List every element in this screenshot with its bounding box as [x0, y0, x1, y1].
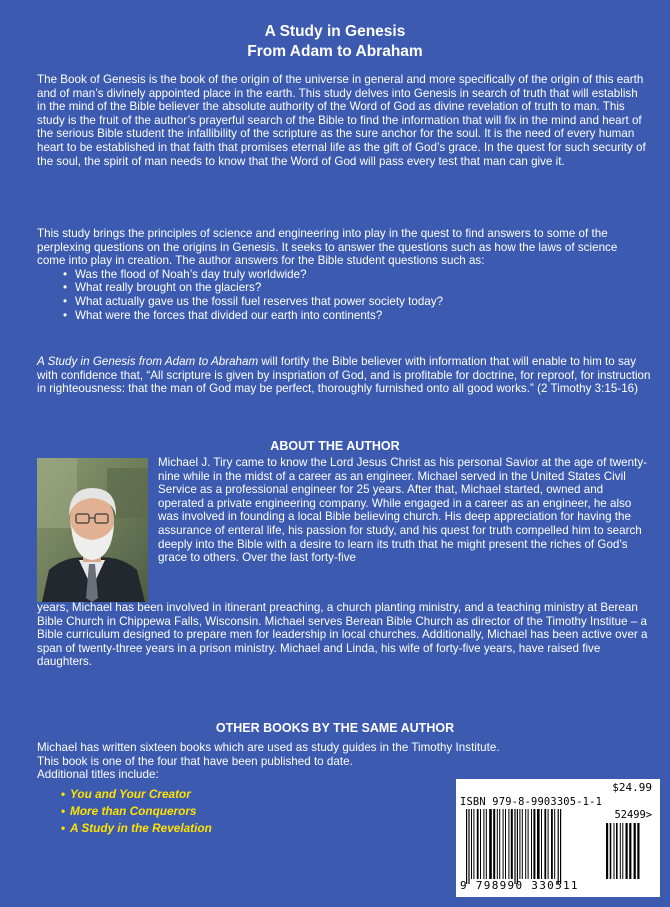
barcode-bar	[541, 809, 542, 879]
list-item: • What were the forces that divided our earth into continents?	[37, 309, 647, 323]
other-books-line-1: Michael has written sixteen books which are used as study guides in the Timothy Institute.	[37, 741, 500, 754]
other-books-line-3: Additional titles include:	[37, 768, 159, 782]
price-addon-code: 52499>	[614, 809, 652, 821]
barcode-bar	[622, 823, 623, 879]
book-title-line1: A Study in Genesis	[264, 23, 406, 40]
barcode-bar	[548, 809, 549, 879]
author-bio-part-1: Michael J. Tiry came to know the Lord Jesus Christ as his personal Savior at the age of twenty-nine while in the midst of a career as an engineer. Michael served in the United States Civil Service as a professional engineer for 25 years. After that, Michael started, owned and operated a private engineering company. While engaged in a career as an engineer, he also was involved in founding a local Bible believing church. His deep appreciation for having the assurance of enteral life, his passion for study, and his quest for truth compelled him to search deeply into the Bible with a desire to learn its truth that he might present the riches of God’s grace to others. Over the last forty-five	[158, 456, 648, 565]
barcode-bar	[466, 809, 467, 884]
author-bio-part-2: years, Michael has been involved in itinerant preaching, a church planting ministry, and a teaching ministry at Berean Bible Church in Chippewa Falls, Wisconsin. Michael serves Berean Bible Church as director of the Timothy Institue – a Bible curriculum designed to prepare men for leadership in local churches. Additionally, Michael has been active over a span of twenty-three years in a prison ministry. Michael and Linda, his wife of forty-five years, have raised five daughters.	[37, 601, 648, 669]
questions-list	[37, 268, 647, 322]
barcode-bar	[544, 809, 546, 879]
barcode-bar	[493, 809, 495, 879]
author-photo	[37, 458, 148, 602]
barcode-bar	[477, 809, 479, 879]
barcode-bar	[560, 809, 561, 884]
barcode-bar	[503, 809, 504, 879]
barcode-bar	[486, 809, 487, 879]
intro-paragraph-3	[37, 355, 651, 396]
barcode-bar	[531, 809, 532, 879]
barcode-bar	[528, 809, 529, 879]
price-label: $24.99	[612, 781, 652, 794]
barcode-bar	[508, 809, 509, 879]
barcode-bar	[499, 809, 500, 879]
intro-paragraph-2-text: This study brings the principles of science and engineering into play in the quest to find answers to some of the perplexing questions on the origins in Genesis. It seeks to answer the questions such as how the laws of science come into play in creation. The author answers for the Bible student questions such as:	[37, 227, 618, 268]
author-photo-illustration	[37, 458, 148, 602]
barcode-bar	[606, 823, 608, 879]
barcode-digits: 9 798990 330511	[460, 879, 579, 892]
barcode-bar	[525, 809, 526, 879]
isbn-barcode	[456, 779, 660, 897]
barcode-bar	[616, 823, 618, 879]
closing-book-title: A Study in Genesis from Adam to Abraham	[37, 355, 259, 368]
other-books-line-2: This book is one of the four that have been published to date.	[37, 754, 353, 768]
barcode-bar	[511, 809, 513, 879]
other-books-heading: OTHER BOOKS BY THE SAME AUTHOR	[215, 721, 455, 735]
barcode-bar	[483, 809, 484, 879]
list-item: • What actually gave us the fossil fuel reserves that power society today?	[37, 295, 647, 309]
barcode-bar	[514, 809, 515, 884]
barcode-bar	[626, 823, 628, 879]
barcode-bar	[614, 823, 615, 879]
barcode-bar	[629, 823, 631, 879]
list-item: • A Study in the Revelation	[37, 821, 212, 835]
barcode-bar	[637, 823, 639, 879]
barcode-bar	[489, 809, 492, 879]
list-item: • You and Your Creator	[37, 787, 191, 801]
barcode-bar	[497, 809, 498, 879]
intro-paragraph-2	[37, 227, 647, 322]
list-item: • More than Conquerors	[37, 804, 197, 818]
barcode-bar	[468, 809, 469, 884]
list-item: • What really brought on the glaciers?	[37, 281, 647, 295]
other-books-text	[37, 741, 649, 782]
book-title-line2: From Adam to Abraham	[247, 43, 423, 60]
barcode-bar	[517, 809, 518, 884]
intro-paragraph-1: The Book of Genesis is the book of the origin of the universe in general and more specifically of the origin of this earth and of man’s divinely appointed place in the earth. This study delves into Genesis in search of truth that will establish in the mind of the Bible believer the absolute authority of the Word of God as divine revelation of truth to man. This study is the fruit of the author’s prayerful search of the Bible to find the information that will fix in the mind and heart of the serious Bible student the infallibility of the scripture as the sure anchor for the soul. It is the need of every human heart to be established in that faith that promises eternal life as the gift of God’s grace. In the quest for such security of the soul, the spirit of man needs to know that the Word of God will pass every test that man can give it.	[37, 73, 646, 168]
closing-text: will fortify the Bible believer with information that will enable to him to say with confidence that, “All scripture is given by inspriation of God, and is profitable for doctrine, for reproof, for instruction in righteousness: that the man of God may be perfect, thoroughly furnished onto all good works.” (2 Timothy 3:15-16)	[37, 355, 651, 396]
barcode-bar	[533, 809, 535, 879]
barcode-bar	[554, 809, 555, 879]
barcode-bar	[537, 809, 540, 879]
barcode-bar	[634, 823, 636, 879]
barcode-bar	[551, 809, 553, 879]
barcode-bar	[471, 809, 472, 879]
barcode-bar	[519, 809, 520, 879]
barcode-bar	[620, 823, 621, 879]
list-item: • Was the flood of Noah’s day truly worldwide?	[37, 268, 647, 282]
barcode-bar	[558, 809, 559, 884]
isbn-label: ISBN 979-8-9903305-1-1	[460, 796, 603, 808]
barcode-bar	[522, 809, 523, 879]
barcode-bar	[610, 823, 612, 879]
about-author-heading: ABOUT THE AUTHOR	[270, 439, 400, 453]
barcode-bar	[473, 809, 474, 879]
barcode-bar	[480, 809, 481, 879]
barcode-bar	[505, 809, 506, 879]
